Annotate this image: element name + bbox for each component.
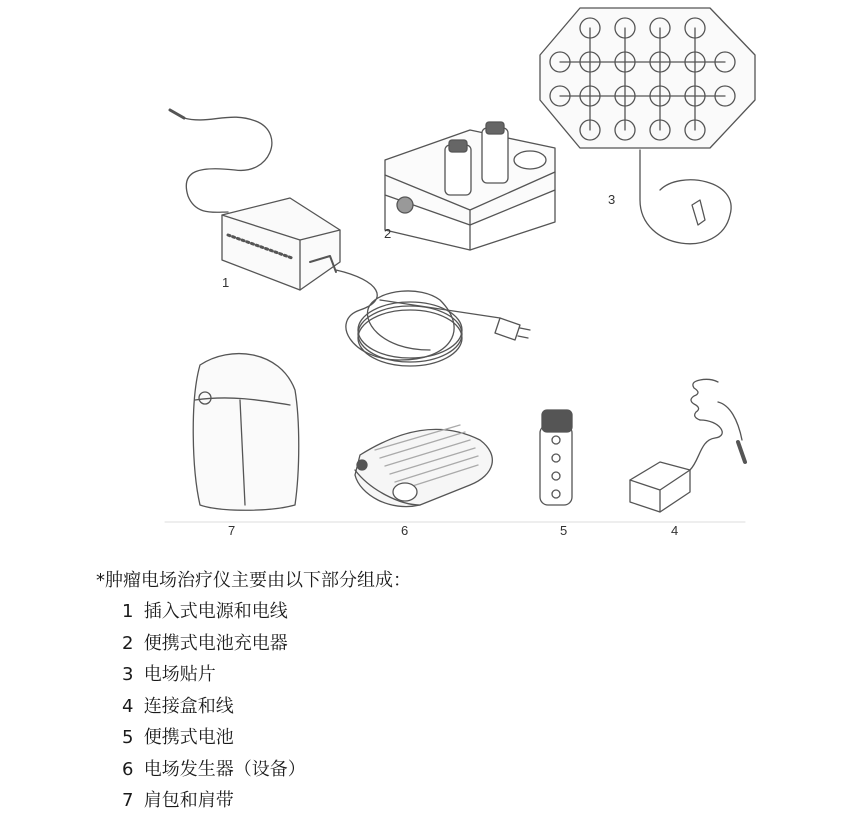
- legend-item-label: 肩包和肩带: [143, 790, 234, 811]
- callout-3: 3: [608, 192, 616, 207]
- legend-item-label: 便携式电池充电器: [143, 632, 288, 654]
- legend-item-4: [96, 691, 796, 723]
- legend-item-1: [96, 596, 796, 628]
- legend-item-3: [96, 659, 796, 691]
- callout-2: 2: [384, 226, 392, 241]
- legend-item-label: 连接盒和线: [143, 695, 234, 717]
- legend-item-label: 插入式电源和电线: [143, 601, 288, 622]
- callout-7: 7: [228, 523, 236, 538]
- callout-5: 5: [560, 523, 568, 538]
- legend-item-number: 1: [122, 601, 134, 622]
- legend-item-6: [96, 754, 796, 786]
- legend-item-5: [96, 722, 796, 754]
- legend-item-label: 便携式电池: [143, 727, 234, 748]
- legend-item-7: [96, 785, 796, 817]
- legend-item-label: 电场发生器（设备）: [143, 758, 306, 780]
- legend-intro: *肿瘤电场治疗仪主要由以下部分组成：: [96, 570, 411, 591]
- callout-1: 1: [222, 275, 230, 290]
- portable-battery-illustration: [540, 410, 572, 505]
- legend-item-number: 4: [122, 695, 134, 717]
- callout-4: 4: [671, 523, 679, 538]
- legend-item-number: 6: [122, 758, 134, 780]
- transducer-array-illustration: [540, 8, 755, 244]
- legend-item-label: 电场贴片: [143, 664, 216, 685]
- callout-6: 6: [401, 523, 409, 538]
- legend-item-number: 7: [122, 790, 134, 811]
- battery-charger-illustration: [385, 122, 555, 250]
- legend-item-number: 5: [122, 727, 134, 748]
- field-generator-illustration: [355, 425, 492, 507]
- component-legend: [96, 566, 796, 817]
- connection-box-illustration: [630, 379, 745, 512]
- legend-item-number: 3: [122, 664, 134, 685]
- legend-item-2: [96, 628, 796, 660]
- legend-item-number: 2: [122, 632, 134, 654]
- shoulder-bag-illustration: [193, 354, 299, 511]
